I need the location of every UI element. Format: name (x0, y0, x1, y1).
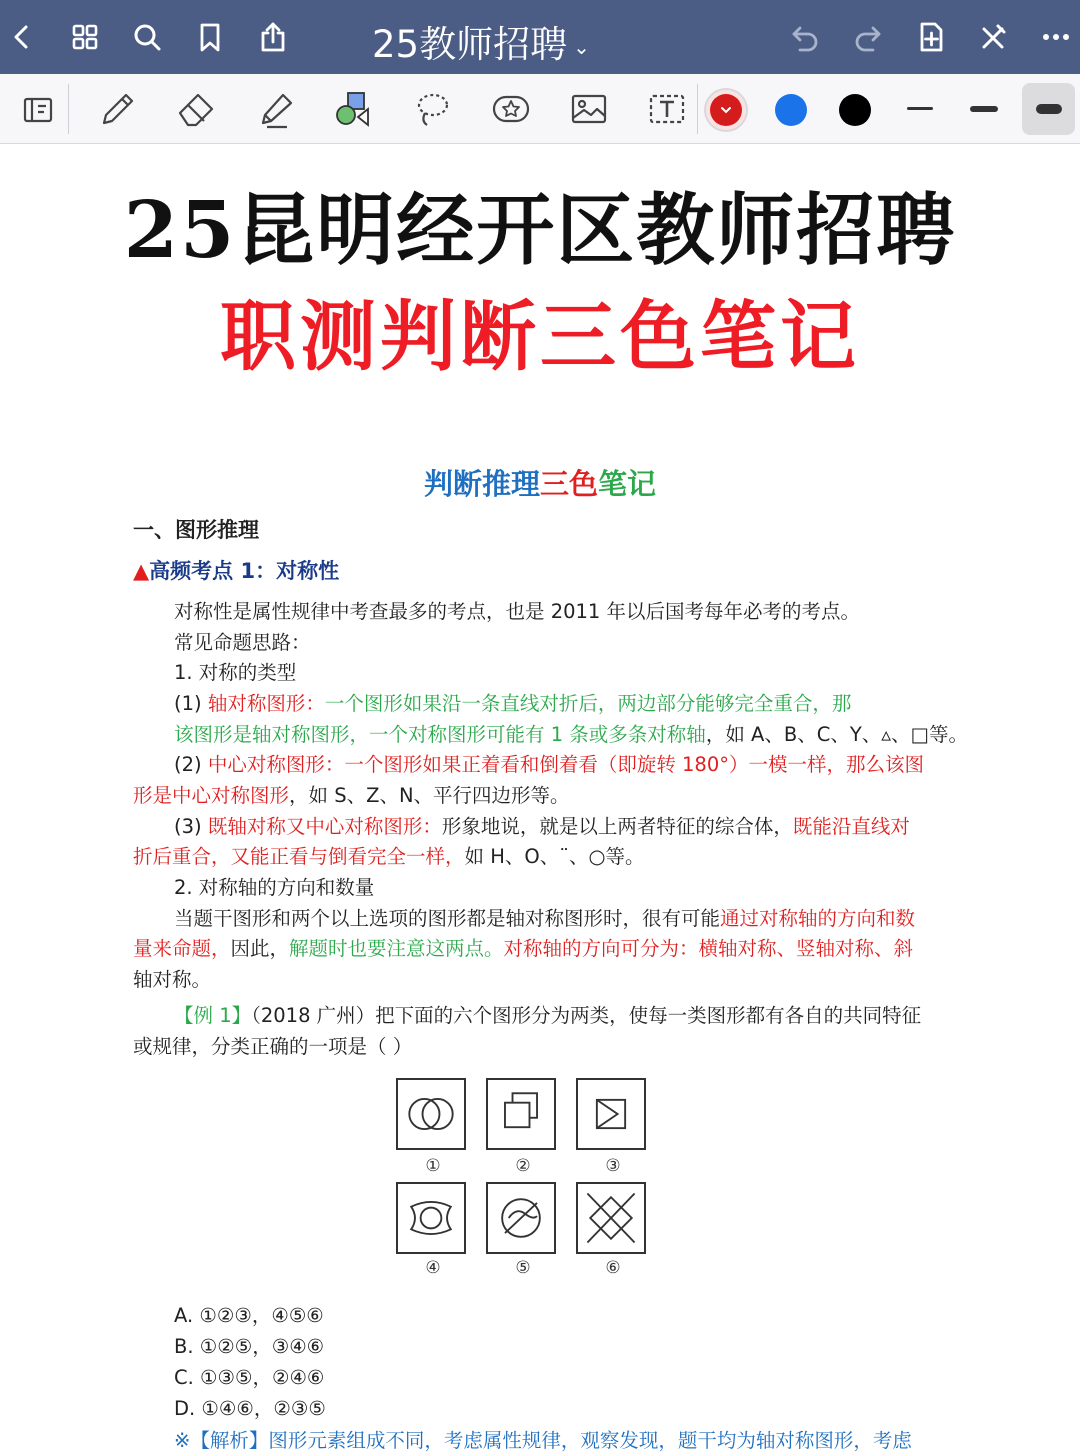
figure-5 (486, 1182, 556, 1254)
title-dropdown-icon[interactable]: ⌄ (573, 34, 590, 59)
keypoint-text: 高频考点 1：对称性 (149, 559, 340, 583)
chevron-down-icon (710, 94, 742, 126)
figure-5-label: ⑤ (515, 1258, 531, 1278)
color-blue-swatch[interactable] (775, 94, 807, 126)
p8-num: (3) (174, 815, 208, 838)
text-icon[interactable] (643, 86, 691, 132)
color-red-swatch[interactable] (710, 94, 742, 126)
paragraph-5 (174, 720, 968, 750)
p7-red: 形是中心对称图形 (133, 784, 290, 807)
p12-red2: 对称轴的方向可分为：横轴对称、竖轴对称、斜 (503, 937, 914, 960)
figure-2-label: ② (515, 1156, 531, 1176)
eraser-icon[interactable] (172, 86, 220, 132)
headline-subtitle: 职测判断三色笔记 (220, 292, 860, 381)
sticker-icon[interactable] (487, 86, 535, 132)
example-figures (396, 1078, 652, 1278)
stroke-medium-option[interactable] (970, 106, 998, 112)
option-d[interactable]: D. ①④⑥，②③⑤ (174, 1397, 326, 1420)
figure-3-label: ③ (605, 1156, 621, 1176)
document-title-text: 25教师招聘 (372, 23, 568, 66)
figure-2 (486, 1078, 556, 1150)
figure-1 (396, 1078, 466, 1150)
undo-icon[interactable] (785, 17, 825, 57)
p4-red: 轴对称图形： (207, 692, 325, 715)
figure-6 (576, 1182, 646, 1254)
p9-dark: 如 H、O、¨、○等。 (464, 845, 645, 868)
paragraph-8 (174, 812, 910, 842)
p8-dark: 形象地说，就是以上两者特征的综合体， (441, 815, 793, 838)
shapes-icon[interactable] (330, 86, 378, 132)
toolbar-divider (697, 84, 698, 134)
top-nav-bar (0, 0, 1080, 74)
p9-red: 折后重合，又能正看与倒看完全一样， (133, 845, 465, 868)
figure-4 (396, 1182, 466, 1254)
option-a[interactable]: A. ①②③，④⑤⑥ (174, 1304, 324, 1327)
headline-title: 25昆明经开区教师招聘 (123, 185, 957, 276)
paragraph-13: 轴对称。 (133, 968, 212, 991)
p4-num: (1) (174, 692, 208, 715)
figure-1-label: ① (425, 1156, 441, 1176)
p6-red: 中心对称图形：一个图形如果正着看和倒着看（即旋转 180°）一模一样，那么该图 (207, 753, 924, 776)
example-line-1 (174, 1001, 921, 1031)
paragraph-3: 1. 对称的类型 (174, 661, 297, 684)
notes-heading-part1: 判断推理 (423, 467, 540, 501)
figure-6-label: ⑥ (605, 1258, 621, 1278)
image-icon[interactable] (565, 86, 613, 132)
paragraph-9 (133, 842, 645, 872)
more-icon[interactable] (1036, 17, 1076, 57)
p12-green: 解题时也要注意这两点。 (289, 937, 504, 960)
paragraph-11 (174, 904, 915, 934)
analysis-tag: ※【解析】 (174, 1429, 269, 1452)
p12-dark: 因此， (230, 937, 290, 960)
p4-green: 一个图形如果沿一条直线对折后，两边部分能够完全重合，那 (324, 692, 852, 715)
stroke-thin-option[interactable] (907, 107, 933, 110)
lasso-icon[interactable] (409, 86, 457, 132)
paragraph-7 (133, 781, 570, 811)
example-line-2: 或规律，分类正确的一项是（ ） (133, 1035, 413, 1058)
triangle-marker-icon: ▲ (133, 559, 150, 583)
pen-icon[interactable] (92, 86, 140, 132)
back-icon[interactable] (2, 17, 42, 57)
page-mode-icon[interactable] (14, 86, 62, 132)
p6-num: (2) (174, 753, 208, 776)
search-icon[interactable] (127, 17, 167, 57)
drawing-toolbar (0, 74, 1080, 144)
document-title[interactable] (372, 14, 590, 68)
paragraph-6 (174, 750, 924, 780)
p5-green: 该图形是轴对称图形，一个对称图形可能有 1 条或多条对称轴 (174, 723, 706, 746)
bookmark-icon[interactable] (190, 17, 230, 57)
paragraph-12 (133, 934, 913, 964)
color-black-swatch[interactable] (839, 94, 871, 126)
paragraph-4 (174, 689, 851, 719)
add-page-icon[interactable] (911, 17, 951, 57)
notes-heading-part2: 三色 (539, 467, 598, 501)
toolbar-divider (68, 84, 69, 134)
figure-3 (576, 1078, 646, 1150)
share-icon[interactable] (253, 17, 293, 57)
example-text-1: （2018 广州）把下面的六个图形分为两类，使每一类图形都有各自的共同特征 (251, 1004, 922, 1027)
analysis-text: 图形元素组成不同，考虑属性规律，观察发现，题干均为轴对称图形，考虑 (268, 1429, 912, 1452)
paragraph-1: 对称性是属性规律中考查最多的考点，也是 2011 年以后国考每年必考的考点。 (174, 600, 861, 623)
p5-dark: ，如 A、B、C、Y、▵、□等。 (705, 723, 968, 746)
example-tag: 【例 1】 (174, 1004, 252, 1027)
section-title: 一、图形推理 (133, 518, 259, 542)
redo-icon[interactable] (848, 17, 888, 57)
p12-red: 量来命题， (133, 937, 231, 960)
highlighter-icon[interactable] (251, 86, 299, 132)
p8-red2: 既能沿直线对 (792, 815, 910, 838)
paragraph-2: 常见命题思路： (174, 631, 311, 654)
option-c[interactable]: C. ①③⑤，②④⑥ (174, 1366, 325, 1389)
close-pen-icon[interactable] (973, 17, 1013, 57)
figure-4-label: ④ (425, 1258, 441, 1278)
option-b[interactable]: B. ①②⑤，③④⑥ (174, 1335, 325, 1358)
p11-dark: 当题干图形和两个以上选项的图形都是轴对称图形时，很有可能 (174, 907, 721, 930)
p8-red: 既轴对称又中心对称图形： (207, 815, 442, 838)
notes-heading-part3: 笔记 (598, 467, 657, 501)
grid-icon[interactable] (65, 17, 105, 57)
paragraph-10: 2. 对称轴的方向和数量 (174, 876, 375, 899)
stroke-thick-option[interactable] (1036, 104, 1062, 114)
p11-red: 通过对称轴的方向和数 (720, 907, 916, 930)
analysis-line (174, 1426, 912, 1456)
keypoint-title (133, 556, 339, 586)
notes-heading (0, 462, 1080, 503)
p7-dark: ，如 S、Z、N、平行四边形等。 (289, 784, 570, 807)
